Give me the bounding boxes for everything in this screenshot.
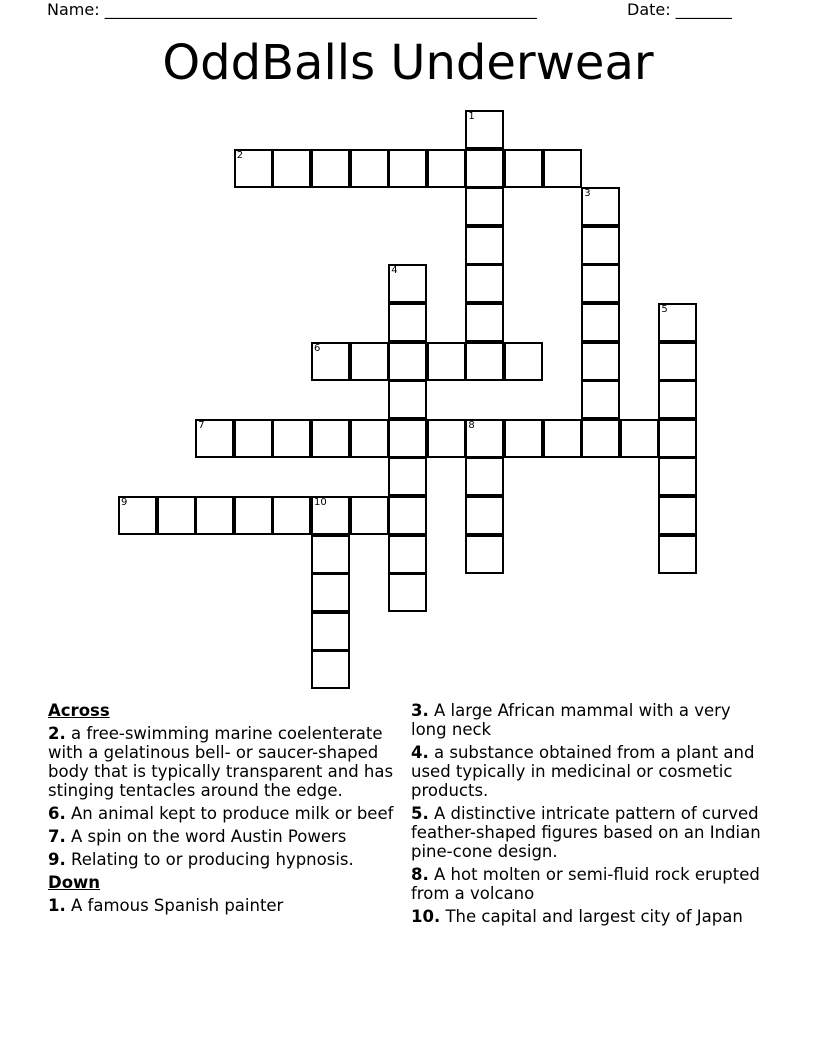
grid-cell[interactable] (504, 419, 543, 458)
clue-number: 8. (411, 865, 429, 884)
clue-item (48, 724, 398, 800)
down-clues-left (48, 896, 398, 915)
clue-item (48, 804, 398, 823)
grid-cell[interactable] (311, 612, 350, 651)
grid-cell[interactable] (465, 535, 504, 574)
grid-cell[interactable] (465, 419, 504, 458)
grid-cell[interactable] (658, 457, 697, 496)
cell-number: 10 (314, 497, 327, 508)
clue-text: A famous Spanish painter (65, 896, 284, 915)
clue-number: 1. (48, 896, 66, 915)
clue-item (411, 743, 771, 800)
grid-cell[interactable] (118, 496, 157, 535)
name-label: Name: (47, 0, 105, 19)
clue-text: a substance obtained from a plant and used typically in medicinal or cosmetic products. (411, 743, 755, 800)
grid-cell[interactable] (465, 303, 504, 342)
grid-cell[interactable] (427, 149, 466, 188)
grid-cell[interactable] (388, 573, 427, 612)
clue-text: A large African mammal with a very long neck (411, 701, 731, 739)
date-blank[interactable]: _______ (675, 0, 732, 19)
clues-left-column (48, 701, 398, 919)
grid-cell[interactable] (581, 264, 620, 303)
grid-cell[interactable] (388, 535, 427, 574)
grid-cell[interactable] (504, 149, 543, 188)
clue-text: a free-swimming marine coelenterate with a gelatinous bell- or saucer-shaped body that is typically transparent and has stinging tentacles around the edge. (48, 724, 394, 800)
grid-cell[interactable] (581, 226, 620, 265)
down-heading: Down (48, 873, 101, 892)
grid-cell[interactable] (388, 496, 427, 535)
grid-cell[interactable] (311, 342, 350, 381)
grid-cell[interactable] (350, 342, 389, 381)
clue-item (48, 896, 398, 915)
clue-text: A distinctive intricate pattern of curved feather-shaped figures based on an Indian pine-cone design. (411, 804, 761, 861)
clue-number: 5. (411, 804, 429, 823)
grid-cell[interactable] (543, 149, 582, 188)
name-blank[interactable]: ______________________________________________________ (104, 0, 537, 19)
grid-cell[interactable] (581, 419, 620, 458)
grid-cell[interactable] (350, 419, 389, 458)
clue-number: 9. (48, 850, 66, 869)
clue-text: Relating to or producing hypnosis. (65, 850, 354, 869)
clues-right-column (411, 701, 771, 930)
grid-cell[interactable] (465, 149, 504, 188)
grid-cell[interactable] (581, 380, 620, 419)
cell-number: 6 (314, 342, 321, 354)
grid-cell[interactable] (658, 419, 697, 458)
date-label: Date: (627, 0, 676, 19)
across-clues (48, 724, 398, 869)
grid-cell[interactable] (195, 419, 234, 458)
page-title: OddBalls Underwear (162, 35, 654, 91)
grid-cell[interactable] (658, 303, 697, 342)
clue-number: 2. (48, 724, 66, 743)
grid-cell[interactable] (581, 342, 620, 381)
clue-item (411, 701, 771, 739)
grid-cell[interactable] (388, 264, 427, 303)
grid-cell[interactable] (465, 264, 504, 303)
clue-number: 6. (48, 804, 66, 823)
grid-cell[interactable] (234, 496, 273, 535)
cell-number: 1 (468, 111, 475, 122)
cell-number: 7 (198, 419, 205, 431)
grid-cell[interactable] (427, 419, 466, 458)
grid-cell[interactable] (581, 303, 620, 342)
cell-number: 8 (468, 419, 475, 431)
grid-cell[interactable] (350, 496, 389, 535)
grid-cell[interactable] (234, 149, 273, 188)
clue-number: 10. (411, 907, 441, 926)
grid-cell[interactable] (272, 496, 311, 535)
clue-number: 4. (411, 743, 429, 762)
grid-cell[interactable] (581, 187, 620, 226)
cell-number: 2 (236, 149, 244, 161)
cell-number: 9 (121, 497, 128, 508)
grid-cell[interactable] (658, 496, 697, 535)
grid-cell[interactable] (543, 419, 582, 458)
grid-cell[interactable] (427, 342, 466, 381)
grid-cell[interactable] (504, 342, 543, 381)
grid-cell[interactable] (465, 226, 504, 265)
clue-text: A hot molten or semi-fluid rock erupted from a volcano (411, 865, 760, 903)
grid-cell[interactable] (311, 535, 350, 574)
grid-cell[interactable] (388, 303, 427, 342)
grid-cell[interactable] (465, 187, 504, 226)
grid-cell[interactable] (658, 342, 697, 381)
grid-cell[interactable] (620, 419, 659, 458)
cell-number: 3 (584, 188, 591, 200)
grid-cell[interactable] (272, 149, 311, 188)
grid-cell[interactable] (388, 380, 427, 419)
clue-item (411, 804, 771, 861)
grid-cell[interactable] (234, 419, 273, 458)
grid-cell[interactable] (388, 457, 427, 496)
grid-cell[interactable] (465, 457, 504, 496)
clue-item (48, 827, 398, 846)
grid-cell[interactable] (465, 110, 504, 149)
grid-cell[interactable] (388, 342, 427, 381)
grid-cell[interactable] (157, 496, 196, 535)
clue-number: 3. (411, 701, 429, 720)
grid-cell[interactable] (311, 573, 350, 612)
clue-item (411, 865, 771, 903)
clue-item (48, 850, 398, 869)
across-heading: Across (48, 701, 110, 720)
down-clues-right (411, 701, 771, 926)
grid-cell[interactable] (311, 149, 350, 188)
grid-cell[interactable] (272, 419, 311, 458)
grid-cell[interactable] (311, 496, 350, 535)
clue-number: 7. (48, 827, 66, 846)
grid-cell[interactable] (465, 342, 504, 381)
grid-cell[interactable] (195, 496, 234, 535)
clue-item (411, 907, 771, 926)
grid-cell[interactable] (465, 496, 504, 535)
grid-cell[interactable] (658, 535, 697, 574)
grid-cell[interactable] (388, 149, 427, 188)
grid-cell[interactable] (311, 419, 350, 458)
grid-cell[interactable] (311, 650, 350, 689)
cell-number: 4 (391, 265, 398, 277)
clue-text: An animal kept to produce milk or beef (65, 804, 394, 823)
grid-cell[interactable] (658, 380, 697, 419)
clue-text: A spin on the word Austin Powers (65, 827, 347, 846)
grid-cell[interactable] (350, 149, 389, 188)
clue-text: The capital and largest city of Japan (440, 907, 743, 926)
grid-cell[interactable] (388, 419, 427, 458)
cell-number: 5 (661, 304, 668, 315)
